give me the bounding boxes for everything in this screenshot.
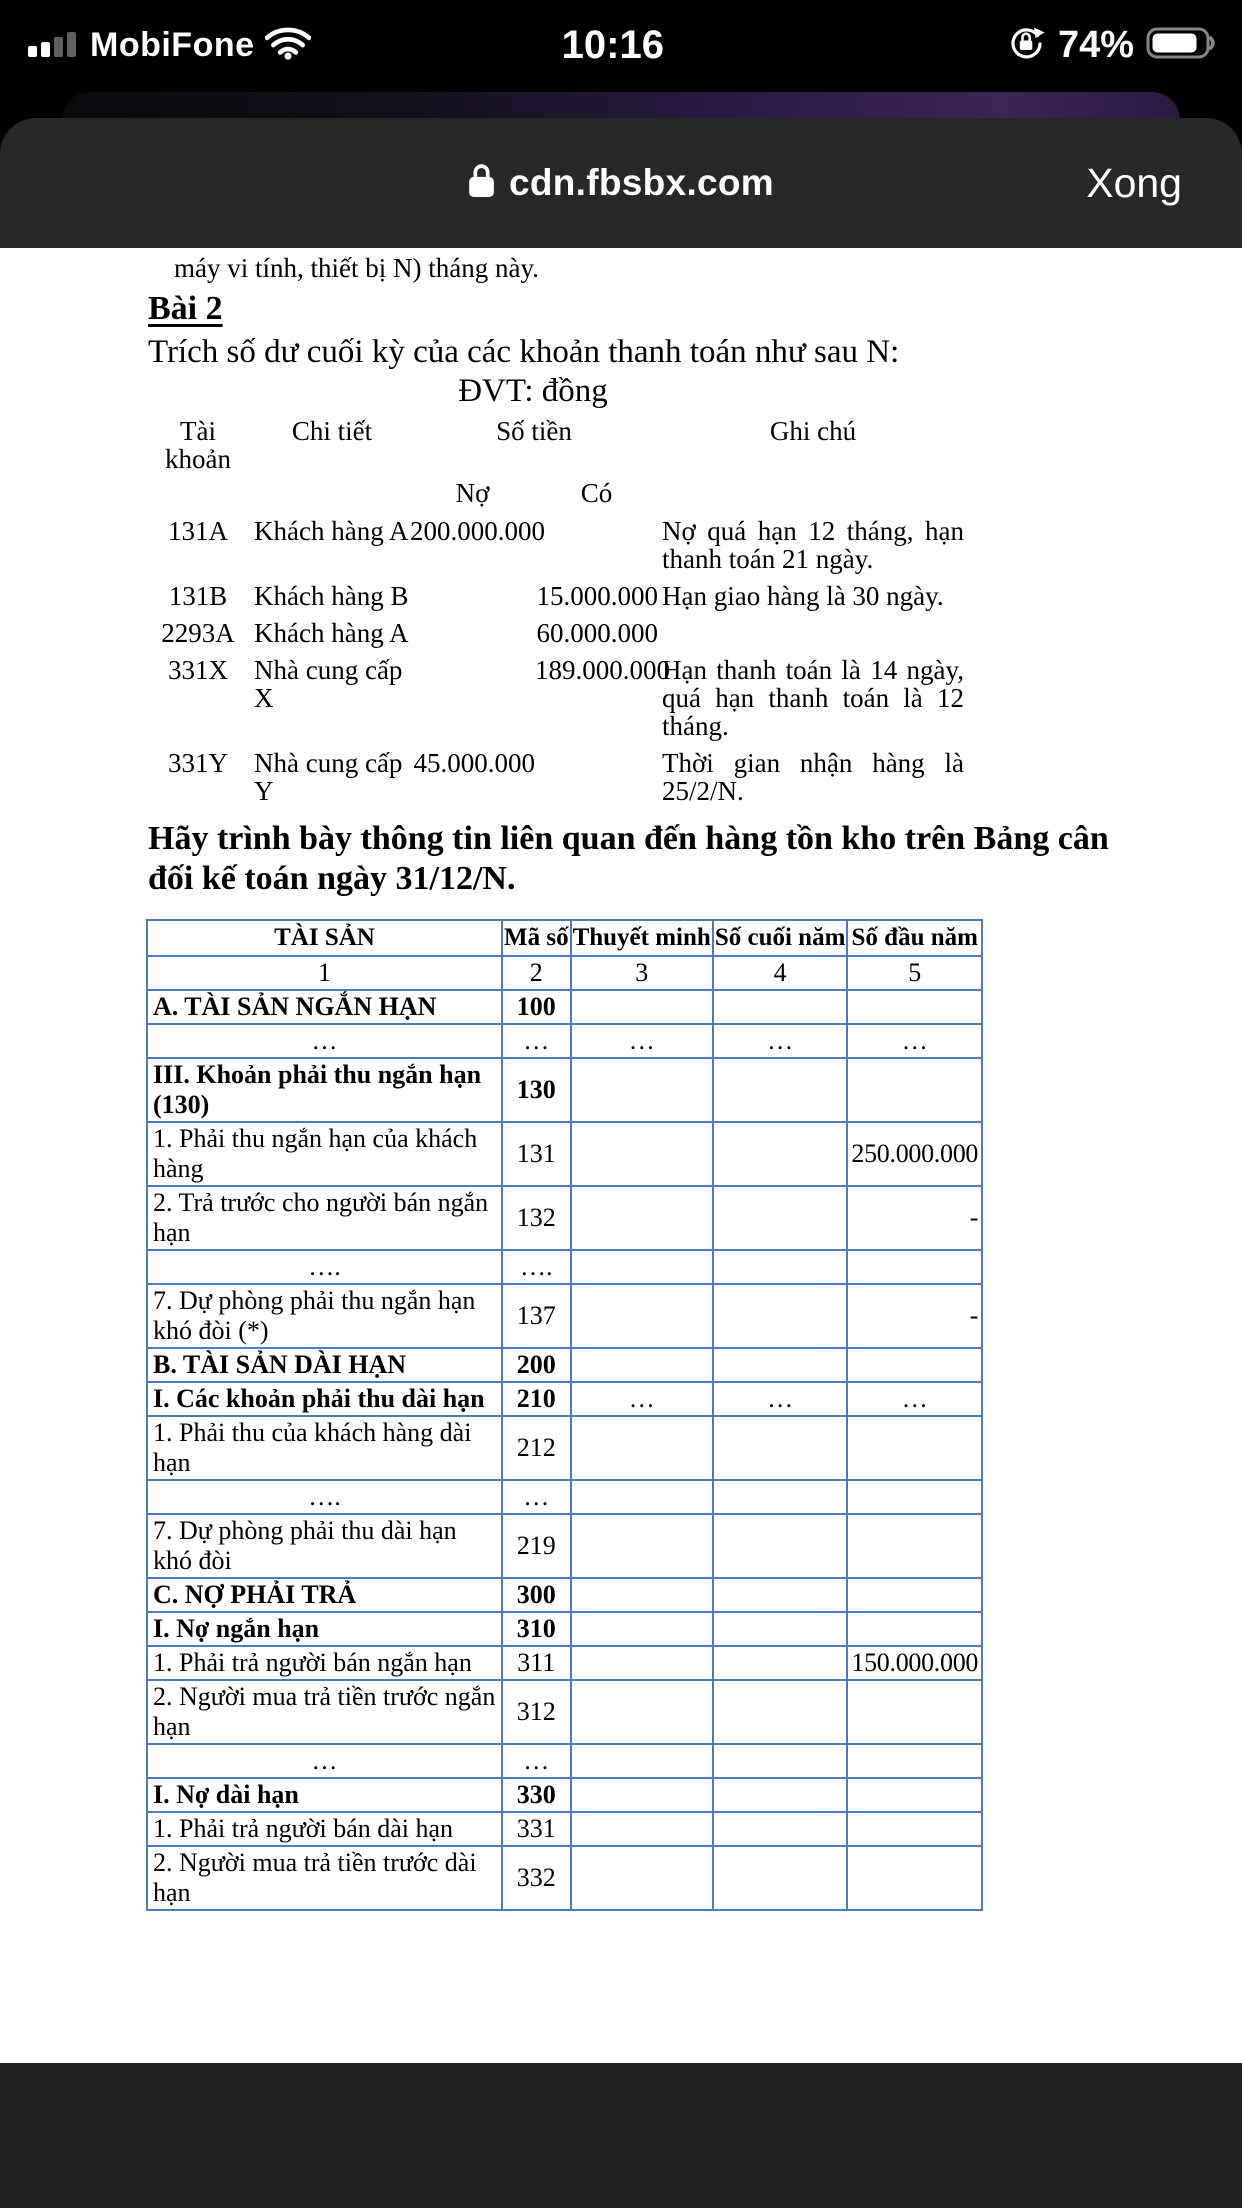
table-row: I. Nợ ngắn hạn 310 (147, 1612, 982, 1646)
balances-header-row (148, 417, 1242, 473)
table-row: 1. Phải thu ngắn hạn của khách hàng 131 250.000.000 (147, 1122, 982, 1186)
note-cell: Hạn giao hàng là 30 ngày. (662, 581, 944, 611)
debit-cell: 200.000.000 (410, 516, 545, 546)
table-row: 2. Trả trước cho người bán ngắn hạn 132 - (147, 1186, 982, 1250)
table-row: 2. Người mua trả tiền trước ngắn hạn 312 (147, 1680, 982, 1744)
balances-row (148, 619, 1242, 647)
exercise-heading: Bài 2 (148, 290, 223, 327)
col-note: Ghi chú (769, 416, 857, 446)
credit-cell: 15.000.000 (536, 581, 658, 611)
battery-icon (1146, 25, 1216, 66)
account-cell: 131A (168, 516, 228, 546)
balances-list (148, 417, 1242, 805)
balances-subheader-row (148, 479, 1242, 507)
note-cell: Thời gian nhận hàng là 25/2/N. (662, 748, 964, 806)
debit-cell: 45.000.000 (413, 748, 535, 778)
col-detail: Chi tiết (291, 416, 373, 446)
table-row: B. TÀI SẢN DÀI HẠN 200 (147, 1348, 982, 1382)
battery-percent: 74% (1057, 23, 1134, 66)
table-row: C. NỢ PHẢI TRẢ 300 (147, 1578, 982, 1612)
intro-line: Trích số dư cuối kỳ của các khoản thanh toán như sau N: (148, 334, 900, 370)
credit-cell: 189.000.000 (535, 655, 670, 685)
unit-line: ĐVT: đồng (458, 373, 608, 409)
cellular-signal-icon (28, 29, 80, 62)
detail-cell: Nhà cung cấp X (254, 655, 403, 713)
table-header-row (147, 920, 982, 956)
table-row: 2. Người mua trả tiền trước dài hạn 332 (147, 1846, 982, 1910)
lock-icon (468, 163, 495, 203)
table-row: 1. Phải trả người bán ngắn hạn 311 150.000.000 (147, 1646, 982, 1680)
status-time: 10:16 (561, 22, 664, 67)
wifi-icon (265, 26, 311, 65)
header-cell: Thuyết minh (571, 920, 713, 956)
balances-row (148, 582, 1242, 610)
table-row: 7. Dự phòng phải thu dài hạn khó đòi 219 (147, 1514, 982, 1578)
table-row: 1. Phải thu của khách hàng dài hạn 212 (147, 1416, 982, 1480)
balances-row (148, 517, 1242, 573)
account-cell: 331X (168, 655, 228, 685)
table-row: 7. Dự phòng phải thu ngắn hạn khó đòi (*) 137 - (147, 1284, 982, 1348)
carrier-label: MobiFone (90, 25, 255, 64)
balance-sheet-table (146, 919, 983, 1911)
detail-cell: Khách hàng A (254, 516, 409, 546)
col-amount: Số tiền (496, 416, 572, 446)
table-row: I. Các khoản phải thu dài hạn 210 … … … (147, 1382, 982, 1416)
note-cell: Hạn thanh toán là 14 ngày, quá hạn thanh toán là 12 tháng. (662, 655, 964, 741)
table-row: I. Nợ dài hạn 330 (147, 1778, 982, 1812)
status-bar (0, 0, 1242, 90)
header-cell: Số cuối năm (713, 920, 848, 956)
balances-row (148, 749, 1242, 805)
account-cell: 2293A (161, 618, 235, 648)
partial-text-line: máy vi tính, thiết bị N) tháng này. (174, 253, 539, 283)
column-number-row: 1 2 3 4 5 (147, 956, 982, 990)
header-cell: Số đầu năm (847, 920, 982, 956)
browser-toolbar (0, 2063, 1242, 2208)
table-row: …. …. (147, 1250, 982, 1284)
detail-cell: Khách hàng B (254, 581, 409, 611)
rotation-lock-icon (1006, 23, 1046, 68)
browser-header (0, 118, 1242, 248)
url-text: cdn.fbsbx.com (509, 162, 774, 203)
credit-cell: 60.000.000 (536, 618, 658, 648)
detail-cell: Nhà cung cấp Y (254, 748, 403, 806)
table-row: A. TÀI SẢN NGẮN HẠN 100 (147, 990, 982, 1024)
detail-cell: Khách hàng A (254, 618, 409, 648)
table-row: 1. Phải trả người bán dài hạn 331 (147, 1812, 982, 1846)
table-row: … … … … … (147, 1024, 982, 1058)
header-cell: TÀI SẢN (147, 920, 502, 956)
account-cell: 131B (168, 581, 228, 611)
table-row: …. … (147, 1480, 982, 1514)
col-account: Tài khoản (165, 416, 231, 474)
web-content (0, 248, 1242, 2063)
table-row: … … (147, 1744, 982, 1778)
balances-row (148, 656, 1242, 740)
question-heading: Hãy trình bày thông tin liên quan đến hàng tồn kho trên Bảng cân đối kế toán ngày 31/12/N. (148, 820, 1109, 897)
account-cell: 331Y (168, 748, 228, 778)
note-cell: Nợ quá hạn 12 tháng, hạn thanh toán 21 ngày. (662, 516, 964, 574)
col-credit: Có (580, 478, 613, 508)
done-button[interactable]: Xong (1080, 118, 1188, 248)
table-row: III. Khoản phải thu ngắn hạn (130) 130 (147, 1058, 982, 1122)
header-cell: Mã số (502, 920, 571, 956)
url-bar[interactable] (0, 118, 1242, 248)
col-debit: Nợ (455, 478, 490, 508)
